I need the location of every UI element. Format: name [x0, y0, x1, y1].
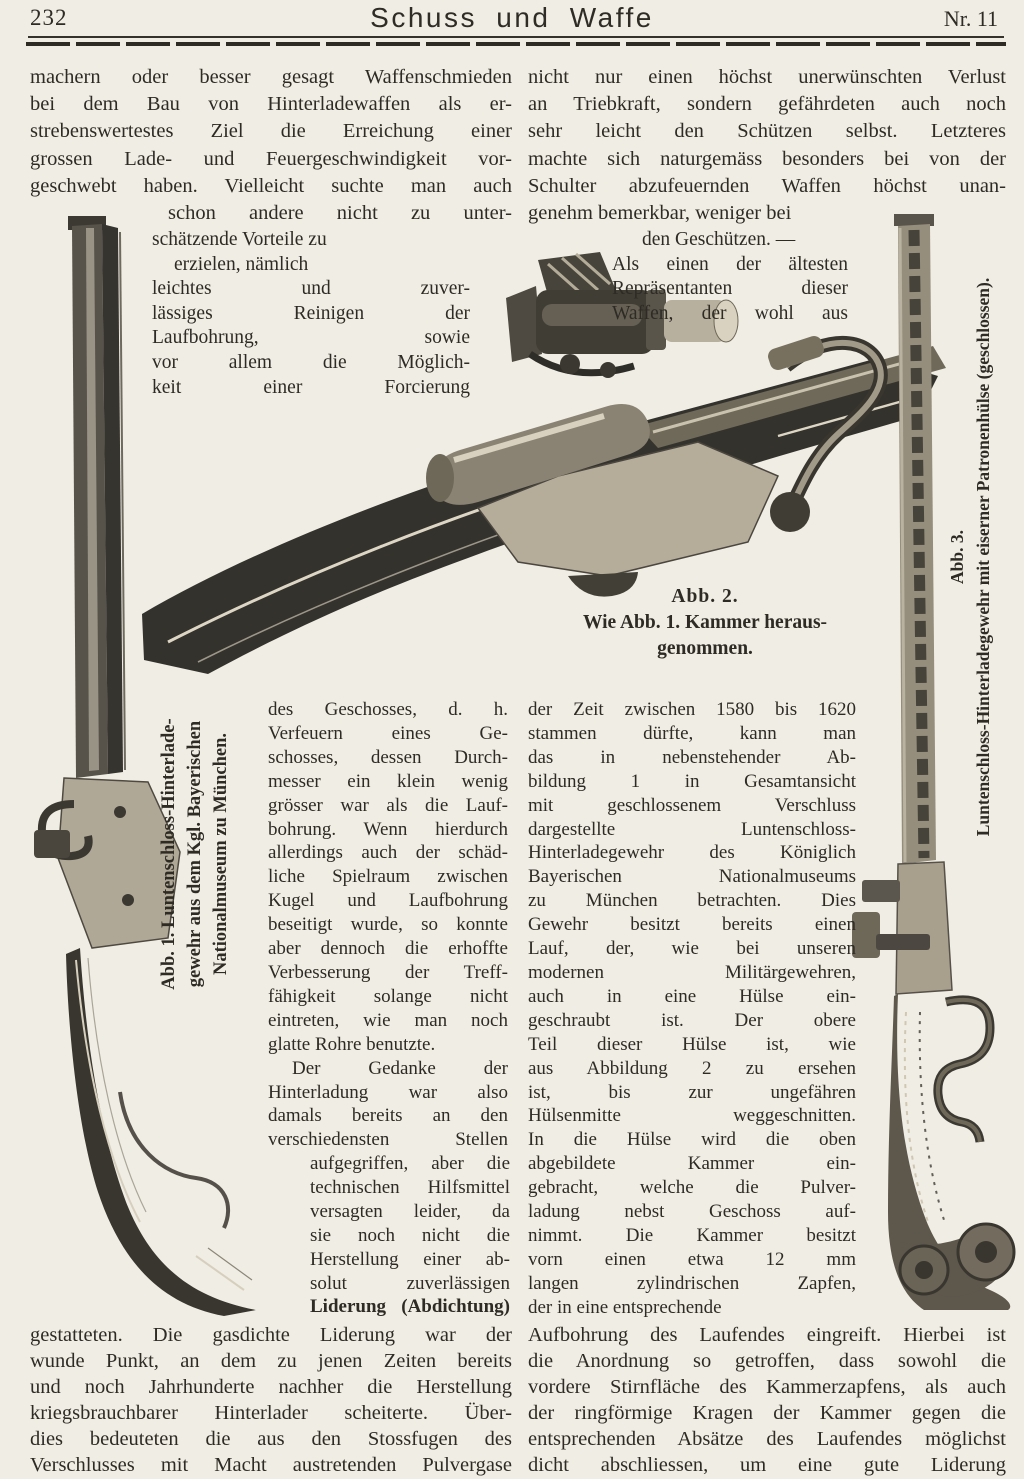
text-line: die Anordnung so getroffen, dass sowohl die	[528, 1350, 1006, 1372]
text-line: genehm bemerkbar, weniger bei	[528, 202, 792, 225]
text-line: Hülsenmitte weggeschnitten.	[528, 1105, 856, 1127]
text-line: dies bedeuteten die aus den Stossfugen des	[30, 1428, 512, 1450]
text-line: Abb. 2.	[671, 586, 739, 607]
text-line: mit geschlossenem Verschluss	[528, 794, 856, 816]
text-line: lässiges Reinigen der	[152, 302, 470, 324]
text-line: gebracht, welche die Pulver-	[528, 1177, 856, 1199]
text-line: und noch Jahrhunderte nachher die Herstellung	[30, 1376, 512, 1398]
text-line: solut zuverlässigen	[310, 1272, 510, 1294]
figure-2-caption	[540, 584, 870, 662]
text-line: Luntenschloss-Hinterladegewehr mit eiserner Patronenhülse (geschlossen).	[973, 277, 993, 837]
text-line: geschwebt haben. Vielleicht suchte man auch	[30, 174, 512, 197]
text-line: In die Hülse wird die oben	[528, 1129, 856, 1151]
text-line: Nationalmuseum zu München.	[211, 732, 231, 976]
text-line: glatte Rohre benutzte.	[268, 1033, 436, 1055]
text-line: Verbesserung der Treff-	[268, 961, 508, 983]
text-line: aufgegriffen, aber die	[310, 1153, 510, 1174]
page-number: 232	[30, 5, 68, 30]
text-line: an Triebkraft, sondern gefährdeten auch noch	[528, 93, 1006, 116]
text-line: eintreten, wie man noch	[268, 1009, 508, 1031]
text-line: der ringförmige Kragen der Kammer gegen die	[528, 1402, 1006, 1424]
text-line: zu München betrachten. Dies	[528, 890, 856, 912]
text-line: Liderung (Abdichtung)	[310, 1296, 510, 1318]
text-line: der Zeit zwischen 1580 bis 1620	[528, 699, 856, 720]
text-line: Waffen, der wohl aus	[612, 302, 848, 324]
text-line: aus Abbildung 2 zu ersehen	[528, 1057, 856, 1079]
text-line: Repräsentanten dieser	[612, 278, 848, 300]
text-line: sehr leicht den Schützen selbst. Letzteres	[528, 120, 1006, 143]
text-line: schon andere nicht zu unter-	[168, 202, 512, 224]
text-line: erzielen, nämlich	[174, 253, 309, 275]
text-line: Lauf, der, wie bei unseren	[528, 938, 856, 960]
text-line: strebenswertestes Ziel die Erreichung einer	[30, 120, 512, 143]
text-line: vor allem die Möglich-	[152, 351, 470, 373]
paragraph-mid-right	[528, 698, 856, 1320]
text-line: messer ein klein wenig	[268, 770, 508, 792]
text-line: verschiedensten Stellen	[268, 1129, 508, 1151]
text-line: der in eine entsprechende	[528, 1296, 722, 1318]
text-line: keit einer Forcierung	[152, 376, 470, 398]
text-line: stammen dürfte, kann man	[528, 722, 856, 744]
text-line: grossen Lade- und Feuergeschwindigkeit vor-	[30, 147, 512, 170]
text-line: Aufbohrung des Laufendes eingreift. Hierbei ist	[528, 1324, 1006, 1346]
paragraph-bottom-left	[30, 1322, 512, 1478]
text-line: allerdings auch der schäd-	[268, 842, 508, 864]
paragraph-mid-left-indent	[310, 1152, 510, 1319]
text-line: machte sich naturgemäss besonders bei von der	[528, 147, 1006, 170]
text-line: abgebildete Kammer ein-	[528, 1153, 856, 1175]
journal-title: Schuss und Waffe	[370, 2, 654, 33]
paragraph-top-left-narrow	[152, 228, 470, 400]
text-line: sie noch nicht die	[310, 1224, 510, 1246]
text-line: schätzende Vorteile zu	[152, 229, 327, 250]
text-line: liche Spielraum zwischen	[268, 866, 508, 888]
text-line: Der Gedanke der	[292, 1057, 508, 1079]
text-line: Herstellung einer ab-	[310, 1248, 510, 1270]
text-line: gestatteten. Die gasdichte Liderung war der	[30, 1324, 512, 1346]
text-line: modernen Militärgewehren,	[528, 961, 856, 983]
text-line: Abb. 1. Luntenschloss-Hinterlade-	[159, 718, 179, 990]
text-line: bei dem Bau von Hinterladewaffen als er-	[30, 93, 512, 116]
text-line: versagten leider, da	[310, 1200, 510, 1222]
text-line: wunde Punkt, an dem zu jenen Zeiten bereits	[30, 1350, 512, 1372]
text-line: den Geschützen. —	[642, 229, 796, 250]
text-line: das in nebenstehender Ab-	[528, 746, 856, 768]
text-line: fähigkeit solange nicht	[268, 985, 508, 1007]
text-line: Als einen der ältesten	[612, 253, 848, 275]
issue-number: Nr. 11	[943, 6, 998, 31]
text-line: Verfeuern eines Ge-	[268, 722, 508, 744]
paragraph-top-right	[528, 64, 1006, 227]
text-line: Schulter abzufeuernden Waffen höchst unan-	[528, 174, 1006, 197]
header-rule-thick	[26, 42, 1006, 46]
text-line: des Geschosses, d. h.	[268, 699, 508, 720]
text-line: Gewehr besitzt bereits einen	[528, 914, 856, 936]
paragraph-top-left-indent	[168, 200, 512, 227]
text-line: Abb. 3.	[947, 530, 967, 584]
text-line: aber dennoch die erhoffte	[268, 938, 508, 960]
text-line: geschraubt ist. Der obere	[528, 1009, 856, 1031]
text-line: ist, bis zur ungefähren	[528, 1081, 856, 1103]
text-line: langen zylindrischen Zapfen,	[528, 1272, 856, 1294]
figure-1-caption	[156, 684, 240, 1024]
text-line: Hinterladung war also	[268, 1081, 508, 1103]
text-line: nicht nur einen höchst unerwünschten Verlust	[528, 66, 1006, 88]
text-line: schosses, dessen Durch-	[268, 746, 508, 768]
text-line: technischen Hilfsmittel	[310, 1176, 510, 1198]
text-line: bildung 1 in Gesamtansicht	[528, 770, 856, 792]
text-line: bohrung. Wenn hierdurch	[268, 818, 508, 840]
text-line: vordere Stirnfläche des Kammerzapfens, als auch	[528, 1376, 1006, 1398]
text-line: beseitigt wurde, so konnte	[268, 914, 508, 936]
text-line: entsprechenden Absätze des Laufendes möglichst	[528, 1428, 1006, 1450]
paragraph-top-right-narrow	[612, 228, 848, 326]
paragraph-top-left	[30, 64, 512, 200]
text-line: Bayerischen Nationalmuseums	[528, 866, 856, 888]
text-line: gewehr aus dem Kgl. Bayerischen	[185, 720, 205, 988]
text-line: kriegsbrauchbarer Hinterlader scheiterte. Über-	[30, 1402, 512, 1424]
text-line: auch in eine Hülse ein-	[528, 985, 856, 1007]
text-line: dicht abschliessen, um eine gute Liderung	[528, 1454, 1006, 1476]
text-line: nimmt. Die Kammer besitzt	[528, 1224, 856, 1246]
text-line: Verschlusses mit Macht austretenden Pulvergase	[30, 1454, 512, 1476]
text-line: leichtes und zuver-	[152, 278, 470, 300]
paragraph-bottom-right	[528, 1322, 1006, 1478]
text-line: damals bereits an den	[268, 1105, 508, 1127]
paragraph-mid-left	[268, 698, 508, 1152]
text-line: dargestellte Luntenschloss-	[528, 818, 856, 840]
text-line: Wie Abb. 1. Kammer heraus-	[582, 612, 828, 633]
header-rule-thin	[28, 36, 1004, 38]
text-line: Laufbohrung, sowie	[152, 327, 470, 349]
text-line: machern oder besser gesagt Waffenschmieden	[30, 66, 512, 88]
text-line: genommen.	[657, 638, 753, 659]
text-line: vorn einen etwa 12 mm	[528, 1248, 856, 1270]
text-line: Teil dieser Hülse ist, wie	[528, 1033, 856, 1055]
text-line: Kugel und Laufbohrung	[268, 890, 508, 912]
figure-3-caption	[944, 227, 1000, 887]
text-line: grösser war als die Lauf-	[268, 794, 508, 816]
text-line: Hinterladegewehr des Königlich	[528, 842, 856, 864]
text-line: ladung nebst Geschoss auf-	[528, 1201, 856, 1223]
